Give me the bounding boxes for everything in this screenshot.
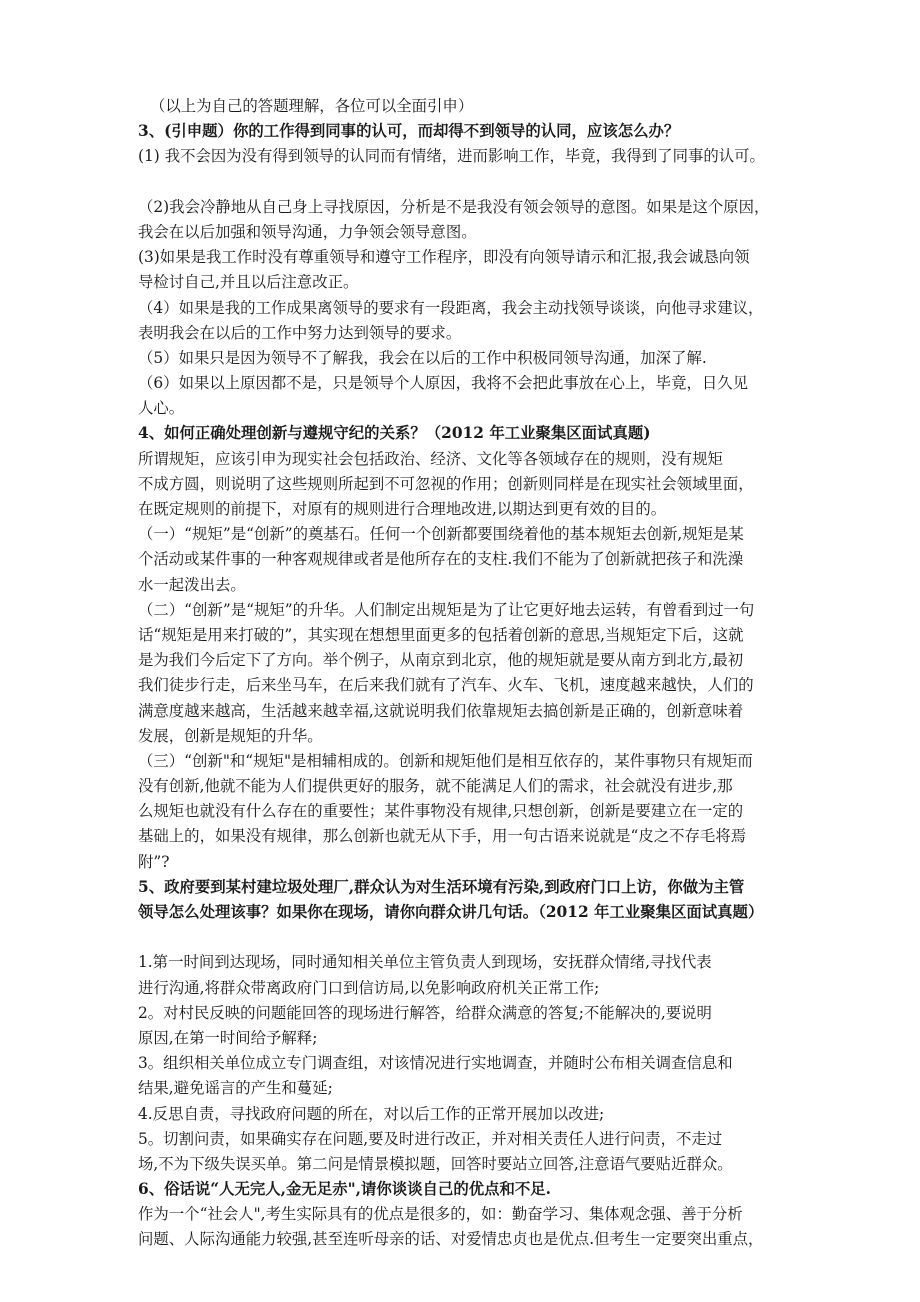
text-line: 1.第一时间到达现场，同时通知相关单位主管负责人到现场，安抚群众情绪,寻找代表: [138, 953, 712, 972]
question-6-title: 6、俗话说“人无完人,金无足赤",请你谈谈自己的优点和不足.: [138, 1180, 552, 1199]
text-line: 场,不为下级失误买单。第二问是情景模拟题，回答时要站立回答,注意语气要贴近群众。: [138, 1154, 733, 1173]
question-4-answer: [138, 447, 788, 875]
text-line: 水一起泼出去。: [138, 575, 246, 594]
text-line: （一）“规矩”是“创新”的奠基石。任何一个创新都要围绕着他的基本规矩去创新,规矩是某: [138, 525, 744, 544]
text-line: (3)如果是我工作时没有尊重领导和遵守工作程序，即没有向领导请示和汇报,我会诚恳向领: [138, 248, 750, 267]
text-line: 基础上的，如果没有规律，那么创新也就无从下手，用一句古语来说就是“皮之不存毛将焉: [138, 827, 747, 846]
blank-line: [138, 925, 788, 950]
text-line: （5）如果只是因为领导不了解我，我会在以后的工作中积极同领导沟通，加深了解.: [138, 348, 707, 367]
text-line: 结果,避免谣言的产生和蔓延;: [138, 1079, 333, 1098]
text-line: （6）如果以上原因都不是，只是领导个人原因，我将不会把此事放在心上，毕竟，日久见: [138, 374, 749, 393]
question-5-answer: [138, 925, 788, 1177]
text-line: 附”?: [138, 852, 170, 871]
text-line: 话“规矩是用来打破的”，其实现在想想里面更多的包括着创新的意思,当规矩定下后，这就: [138, 625, 744, 644]
question-5-title-line-1: 5、政府要到某村建垃圾处理厂,群众认为对生活环境有污染,到政府门口上访，你做为主管: [138, 877, 745, 896]
text-line: （三）“创新"和“规矩"是相辅相成的。创新和规矩他们是相互依存的，某件事物只有规矩而: [138, 751, 753, 770]
text-line: 我会在以后加强和领导沟通，力争领会领导意图。: [138, 222, 477, 241]
text-line: 没有创新,他就不能为人们提供更好的服务，就不能满足人们的需求，社会就没有进步,那: [138, 777, 733, 796]
question-3-title: 3、(引申题）你的工作得到同事的认可，而却得不到领导的认同，应该怎么办？: [138, 122, 680, 141]
text-line: 在既定规则的前提下，对原有的规则进行合理地改进,以期达到更有效的目的。: [138, 500, 667, 518]
text-line: 所谓规矩，应该引申为现实社会包括政治、经济、文化等各领域存在的规则，没有规矩: [138, 449, 723, 468]
text-line: 导检讨自己,并且以后注意改正。: [138, 273, 359, 292]
text-line: （2)我会冷静地从自己身上寻找原因，分析是不是我没有领会领导的意图。如果是这个原因，: [138, 197, 770, 216]
question-3-answer: [138, 144, 788, 421]
question-5-title-line-2: 领导怎么处理该事？如果你在现场，请你向群众讲几句话。（2012 年工业聚集区面试真题）: [138, 903, 764, 921]
text-line: 不成方圆，则说明了这些规则所起到不可忽视的作用；创新则同样是在现实社会领域里面，: [138, 474, 754, 493]
note-line: （以上为自己的答题理解，各位可以全面引申）: [150, 97, 474, 115]
text-line: 5。切割问责，如果确实存在问题,要及时进行改正，并对相关责任人进行问责，不走过: [138, 1129, 723, 1148]
text-line: 4.反思自责，寻找政府问题的所在，对以后工作的正常开展加以改进;: [138, 1104, 605, 1123]
text-line: 满意度越来越高，生活越来越幸福,这就说明我们依靠规矩去搞创新是正确的，创新意味着: [138, 701, 744, 720]
text-line: 3。组织相关单位成立专门调查组，对该情况进行实地调查，并随时公布相关调查信息和: [138, 1054, 733, 1073]
text-line: 个活动或某件事的一种客观规律或者是他所存在的支柱.我们不能为了创新就把孩子和洗澡: [138, 550, 744, 569]
text-line: 人心。: [138, 399, 185, 418]
text-line: 作为一个“社会人",考生实际具有的优点是很多的，如：勤奋学习、集体观念强、善于分析: [138, 1205, 743, 1224]
text-line: 发展，创新是规矩的升华。: [138, 726, 323, 745]
question-4-title: 4、如何正确处理创新与遵规守纪的关系？（2012 年工业聚集区面试真题): [138, 424, 651, 443]
text-line: 问题、人际沟通能力较强,甚至连听母亲的话、对爱情忠贞也是优点.但考生一定要突出重点，: [138, 1230, 764, 1249]
text-line: 原因,在第一时间给予解释;: [138, 1028, 318, 1047]
text-line: 我们徒步行走，后来坐马车，在后来我们就有了汽车、火车、飞机，速度越来越快，人们的: [138, 676, 754, 695]
question-6-answer: [138, 1202, 788, 1252]
text-line: 么规矩也就没有什么存在的重要性；某件事物没有规律,只想创新，创新是要建立在一定的: [138, 802, 744, 821]
text-line: 表明我会在以后的工作中努力达到领导的要求。: [138, 323, 462, 342]
text-line: 2。对村民反映的问题能回答的现场进行解答，给群众满意的答复;不能解决的,要说明: [138, 1003, 712, 1022]
text-line: (1) 我不会因为没有得到领导的认同而有情绪，进而影响工作，毕竟，我得到了同事的认可。: [138, 147, 765, 166]
text-line: 进行沟通,将群众带离政府门口到信访局,以免影响政府机关正常工作;: [138, 978, 600, 997]
text-line: （二）“创新”是“规矩”的升华。人们制定出规矩是为了让它更好地去运转，有曾看到过一句: [138, 600, 755, 619]
text-line: （4）如果是我的工作成果离领导的要求有一段距离，我会主动找领导谈谈，向他寻求建议，: [138, 298, 764, 317]
blank-line: [138, 170, 788, 195]
text-line: 是为我们今后定下了方向。举个例子，从南京到北京，他的规矩就是要从南方到北方,最初: [138, 651, 744, 670]
